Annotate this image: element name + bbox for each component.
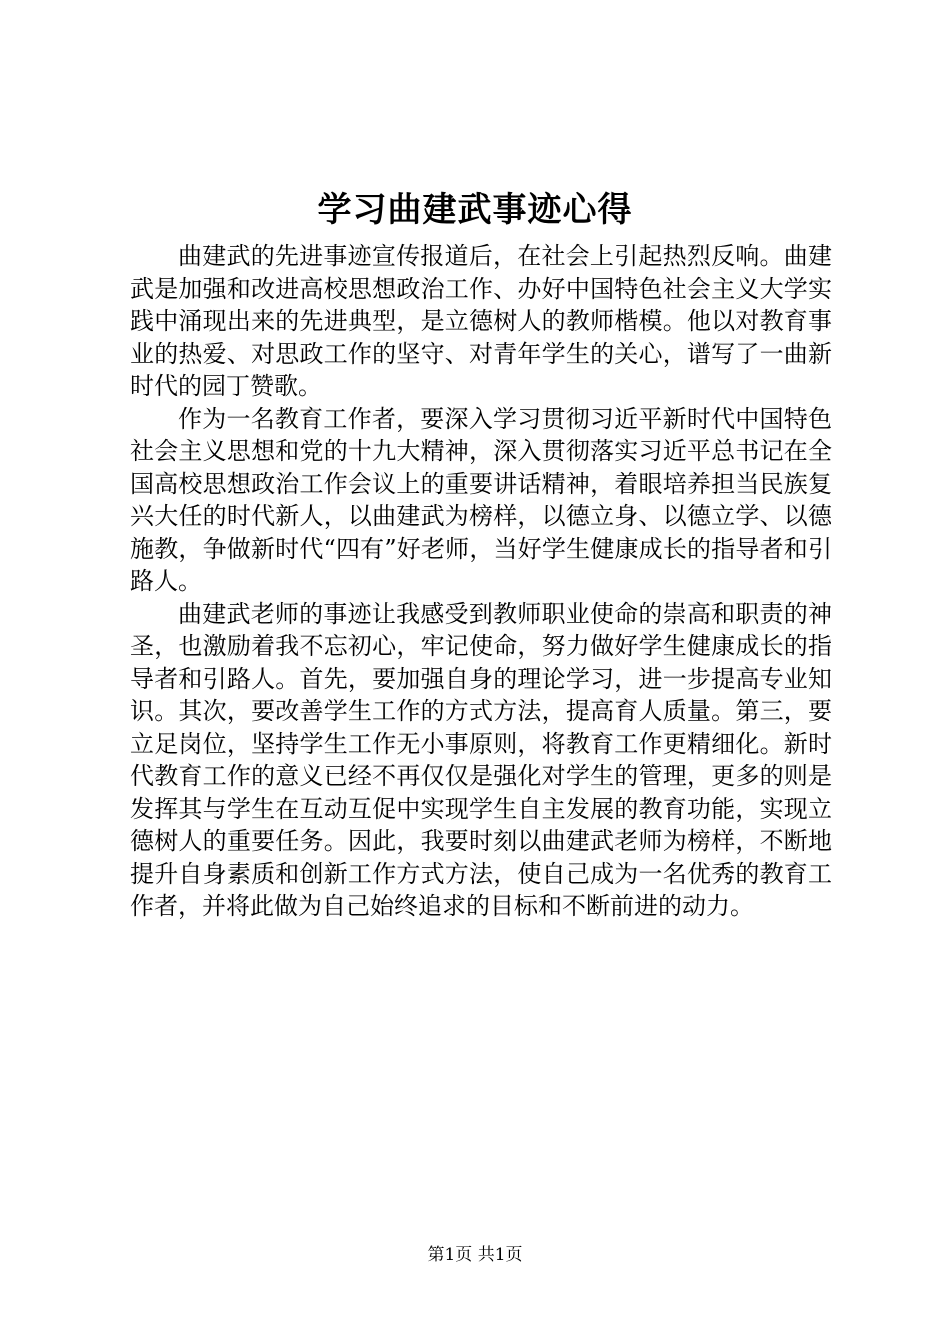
paragraph-3: 曲建武老师的事迹让我感受到教师职业使命的崇高和职责的神圣，也激励着我不忘初心，牢记使命，努力做好学生健康成长的指导者和引路人。首先，要加强自身的理论学习，进一步提高专业知识。其次，要改善学生工作的方式方法，提高育人质量。第三，要立足岗位，坚持学生工作无小事原则，将教育工作更精细化。新时代教育工作的意义已经不再仅仅是强化对学生的管理，更多的则是发挥其与学生在互动互促中实现学生自主发展的教育功能，实现立德树人的重要任务。因此，我要时刻以曲建武老师为榜样，不断地提升自身素质和创新工作方式方法，使自己成为一名优秀的教育工作者，并将此做为自己始终追求的目标和不断前进的动力。 [130, 599, 832, 920]
paragraph-2: 作为一名教育工作者，要深入学习贯彻习近平新时代中国特色社会主义思想和党的十九大精神，深入贯彻落实习近平总书记在全国高校思想政治工作会议上的重要讲话精神，着眼培养担当民族复兴大任的时代新人，以曲建武为榜样，以德立身、以德立学、以德施教，争做新时代“四有”好老师，当好学生健康成长的指导者和引路人。 [130, 404, 832, 595]
document-body [130, 240, 832, 923]
page-footer: 第1页 共1页 [427, 1245, 523, 1265]
paragraph-1: 曲建武的先进事迹宣传报道后，在社会上引起热烈反响。曲建武是加强和改进高校思想政治工作、办好中国特色社会主义大学实践中涌现出来的先进典型，是立德树人的教师楷模。他以对教育事业的热爱、对思政工作的坚守、对青年学生的关心，谱写了一曲新时代的园丁赞歌。 [130, 242, 832, 400]
document-title: 学习曲建武事迹心得 [317, 190, 633, 230]
